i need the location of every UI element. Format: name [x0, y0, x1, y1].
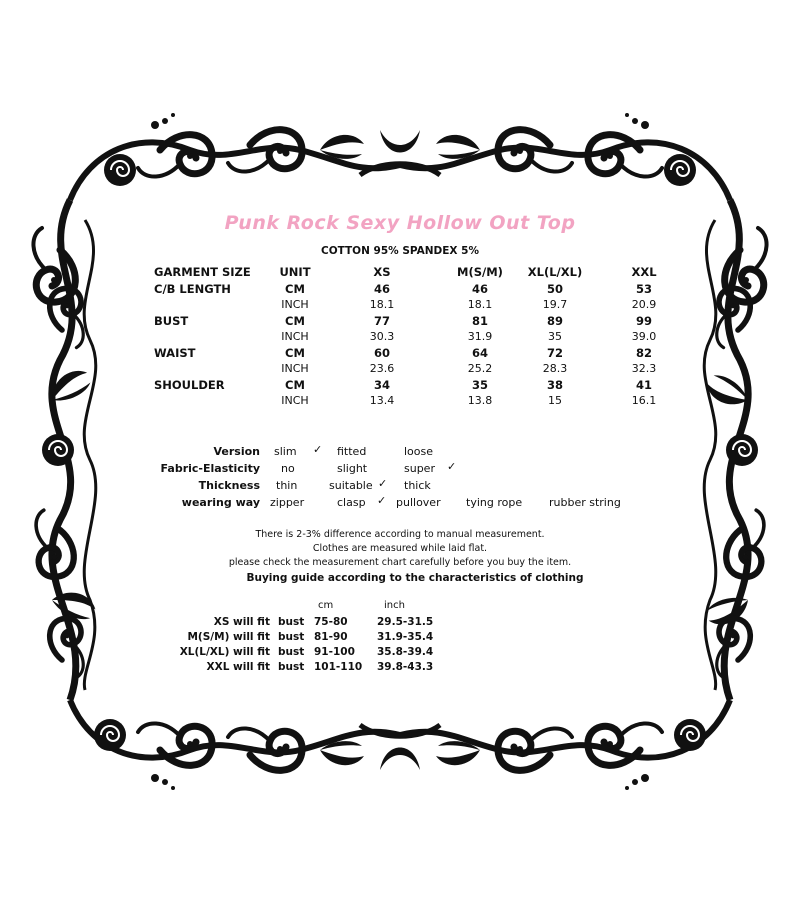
cell-value: 81: [471, 314, 488, 328]
cell-value: 46: [471, 282, 488, 296]
guide-col-cm: cm: [318, 600, 334, 611]
cell-value: 18.1: [369, 298, 395, 311]
cell-value: 30.3: [369, 330, 395, 343]
inch-unit: INCH: [281, 330, 309, 343]
cell-value: 39.0: [631, 330, 657, 343]
cell-value: 64: [471, 346, 488, 360]
cm-unit: CM: [285, 346, 305, 360]
cell-value: 46: [373, 282, 390, 296]
cell-value: 38: [546, 378, 563, 392]
option-pullover: pullover: [396, 496, 441, 509]
inch-unit: INCH: [281, 298, 309, 311]
guide-cm: 75-80: [314, 616, 348, 628]
check-icon: ✓: [377, 494, 387, 507]
cell-value: 50: [546, 282, 563, 296]
cell-value: 60: [373, 346, 390, 360]
option-super: super: [404, 462, 435, 475]
guide-measure: bust: [278, 616, 305, 628]
guide-cm: 91-100: [314, 646, 355, 658]
material-composition: COTTON 95% SPANDEX 5%: [320, 245, 480, 257]
note-line-1: There is 2-3% difference according to manual measurement.: [255, 529, 545, 540]
option-slight: slight: [337, 462, 368, 475]
option-suitable: suitable: [329, 479, 373, 492]
cm-unit: CM: [285, 314, 305, 328]
cell-value: 13.4: [369, 394, 395, 407]
row-label-bust: BUST: [154, 314, 189, 328]
header-unit: UNIT: [279, 265, 311, 279]
row-label-cb-length: C/B LENGTH: [154, 282, 231, 296]
cell-value: 53: [635, 282, 652, 296]
guide-inch: 39.8-43.3: [377, 661, 434, 673]
cell-value: 89: [546, 314, 563, 328]
cell-value: 99: [635, 314, 652, 328]
option-thick: thick: [404, 479, 431, 492]
inch-unit: INCH: [281, 362, 309, 375]
cm-unit: CM: [285, 378, 305, 392]
check-icon: ✓: [447, 460, 457, 473]
cell-value: 34: [373, 378, 390, 392]
cell-value: 25.2: [467, 362, 493, 375]
option-fitted: fitted: [337, 445, 367, 458]
guide-label-m: M(S/M) will fit: [187, 631, 270, 643]
cell-value: 20.9: [631, 298, 657, 311]
cell-value: 15: [548, 394, 562, 407]
label-version: Version: [213, 445, 260, 458]
note-line-3: please check the measurement chart carefully before you buy the item.: [228, 557, 572, 568]
option-thin: thin: [276, 479, 298, 492]
header-size-xs: XS: [373, 265, 391, 279]
buying-guide-title: Buying guide according to the characteristics of clothing: [246, 572, 584, 584]
row-label-shoulder: SHOULDER: [154, 378, 225, 392]
option-slim: slim: [274, 445, 297, 458]
option-no: no: [281, 462, 295, 475]
guide-measure: bust: [278, 661, 305, 673]
guide-label-xxl: XXL will fit: [206, 661, 270, 673]
cell-value: 72: [546, 346, 563, 360]
cell-value: 32.3: [631, 362, 657, 375]
row-label-waist: WAIST: [154, 346, 196, 360]
guide-inch: 29.5-31.5: [377, 616, 434, 628]
cell-value: 82: [635, 346, 652, 360]
guide-inch: 31.9-35.4: [377, 631, 434, 643]
cell-value: 19.7: [542, 298, 568, 311]
cell-value: 23.6: [369, 362, 395, 375]
label-wearing-way: wearing way: [181, 496, 260, 509]
cm-unit: CM: [285, 282, 305, 296]
label-thickness: Thickness: [198, 479, 260, 492]
header-size-xxl: XXL: [631, 265, 657, 279]
cell-value: 28.3: [542, 362, 568, 375]
check-icon: ✓: [378, 477, 388, 490]
check-icon: ✓: [313, 443, 323, 456]
cell-value: 18.1: [467, 298, 493, 311]
option-rubber-string: rubber string: [549, 496, 621, 509]
cell-value: 35: [548, 330, 562, 343]
cell-value: 35: [471, 378, 488, 392]
header-size-m: M(S/M): [457, 265, 503, 279]
guide-label-xs: XS will fit: [213, 616, 270, 628]
guide-cm: 81-90: [314, 631, 348, 643]
guide-col-inch: inch: [384, 600, 405, 611]
cell-value: 13.8: [467, 394, 493, 407]
guide-measure: bust: [278, 631, 305, 643]
guide-inch: 35.8-39.4: [377, 646, 434, 658]
note-line-2: Clothes are measured while laid flat.: [312, 543, 488, 554]
cell-value: 77: [373, 314, 390, 328]
guide-label-xl: XL(L/XL) will fit: [179, 646, 270, 658]
cell-value: 16.1: [631, 394, 657, 407]
label-fabric-elasticity: Fabric-Elasticity: [160, 462, 260, 475]
page-title: Punk Rock Sexy Hollow Out Top: [224, 212, 576, 234]
guide-cm: 101-110: [314, 661, 363, 673]
header-size-xl: XL(L/XL): [527, 265, 583, 279]
option-clasp: clasp: [337, 496, 366, 509]
option-tying-rope: tying rope: [466, 496, 523, 509]
header-garment-size: GARMENT SIZE: [154, 265, 251, 279]
option-zipper: zipper: [270, 496, 305, 509]
inch-unit: INCH: [281, 394, 309, 407]
cell-value: 41: [635, 378, 652, 392]
guide-measure: bust: [278, 646, 305, 658]
cell-value: 31.9: [467, 330, 493, 343]
option-loose: loose: [404, 445, 434, 458]
